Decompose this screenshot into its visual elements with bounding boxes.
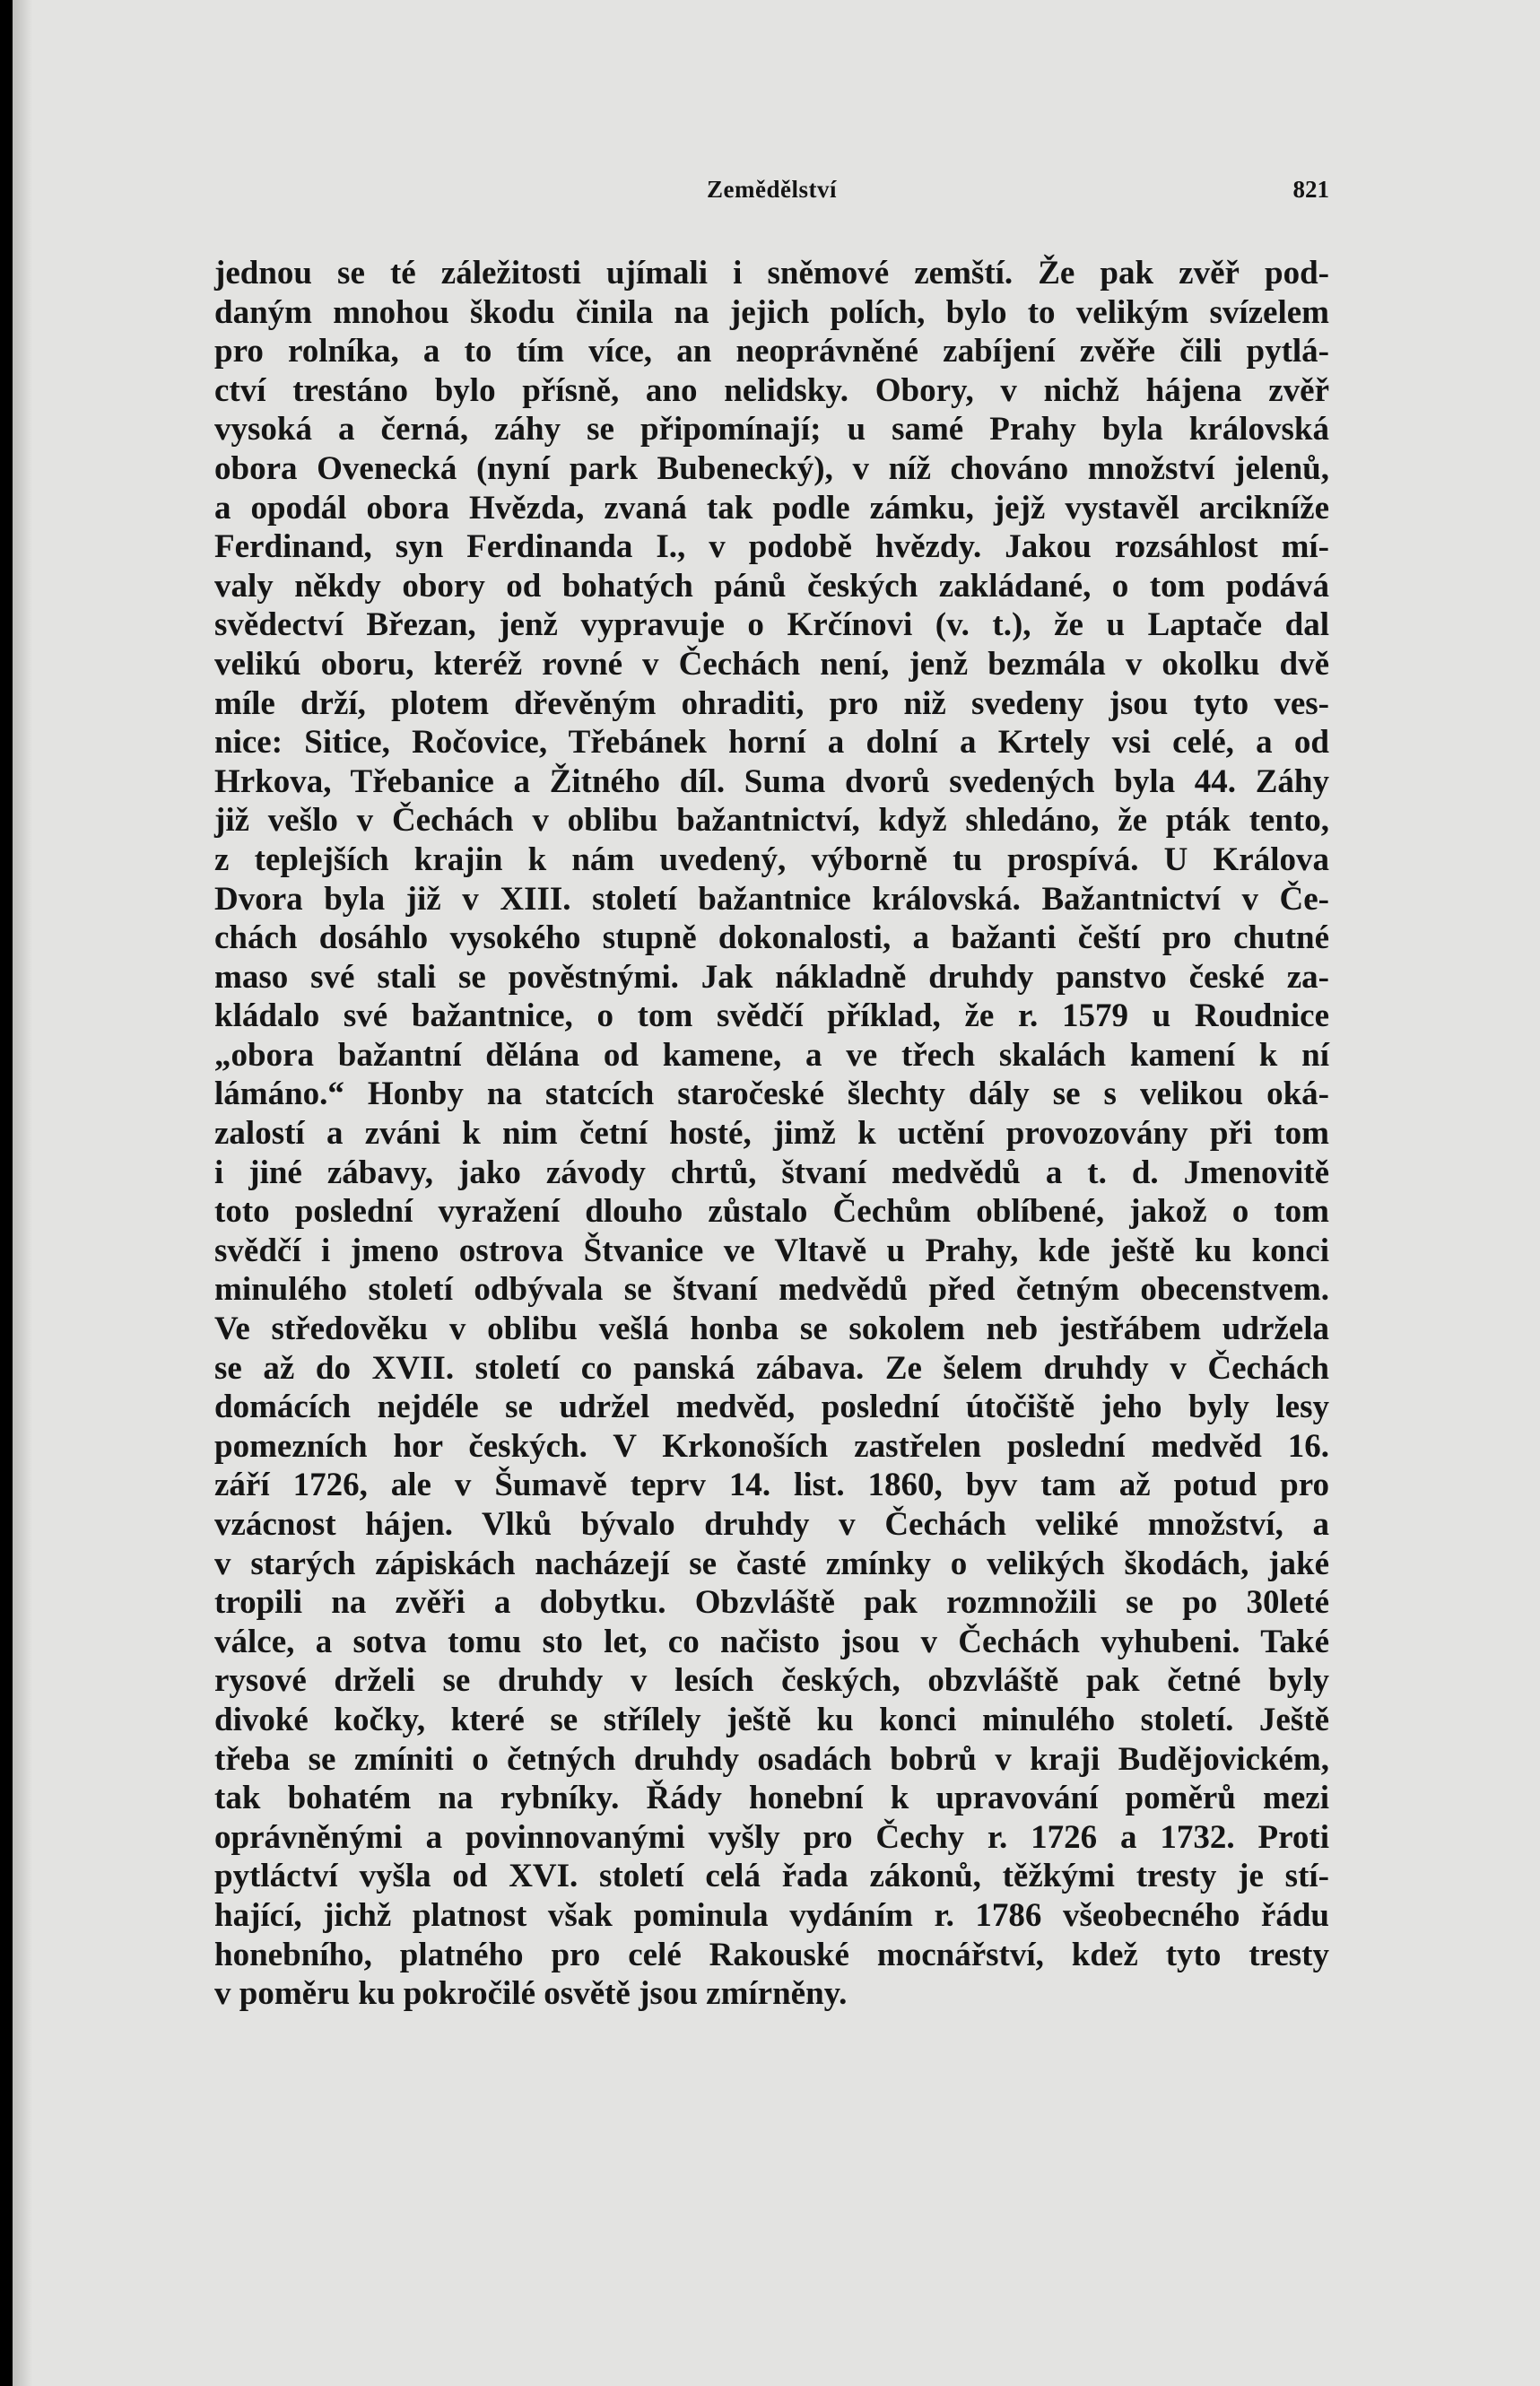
text-line: „obora bažantní dělána od kamene, a ve třech skalách kamení k ní (214, 1036, 1329, 1074)
text-line: tak bohatém na rybníky. Řády honební k upravování poměrů mezi (214, 1780, 1329, 1817)
book-page (13, 0, 1540, 2386)
text-line: Ve středověku v oblibu vešlá honba se sokolem neb jestřábem udržela (214, 1311, 1329, 1348)
text-line: pytláctví vyšla od XVI. století celá řada zákonů, těžkými tresty je stí- (214, 1858, 1329, 1895)
text-line: z teplejších krajin k nám uvedený, výborně tu prospívá. U Králova (214, 840, 1329, 878)
running-head: Zemědělství (707, 176, 837, 203)
text-line: toto poslední vyražení dlouho zůstalo Čechům oblíbené, jakož o tom (214, 1193, 1329, 1231)
text-line: vzácnost hájen. Vlků bývalo druhdy v Čechách veliké množství, a (214, 1506, 1329, 1543)
text-line: svědectví Březan, jenž vypravuje o Krčínovi (v. t.), že u Laptače dal (214, 606, 1329, 644)
text-line: již vešlo v Čechách v oblibu bažantnictví, když shledáno, že pták tento, (214, 802, 1329, 840)
text-line: nice: Sitice, Ročovice, Třebánek horní a dolní a Krtely vsi celé, a od (214, 724, 1329, 762)
text-line: i jiné zábavy, jako závody chrtů, štvaní medvědů a t. d. Jmenovitě (214, 1154, 1329, 1191)
text-line: v starých zápiskách nacházejí se časté zmínky o velikých škodách, jaké (214, 1545, 1329, 1582)
text-line: maso své stali se pověstnými. Jak nákladně druhdy panstvo české za- (214, 958, 1329, 996)
text-line: Ferdinand, syn Ferdinanda I., v podobě hvězdy. Jakou rozsáhlost mí- (214, 528, 1329, 566)
body-text (214, 254, 1329, 2014)
text-line: míle drží, plotem dřevěným ohraditi, pro niž svedeny jsou tyto ves- (214, 684, 1329, 722)
text-line: ctví trestáno bylo přísně, ano nelidsky. Obory, v nichž hájena zvěř (214, 371, 1329, 409)
text-line: velikú oboru, kteréž rovné v Čechách není, jenž bezmála v okolku dvě (214, 645, 1329, 683)
text-line: divoké kočky, které se střílely ještě ku konci minulého století. Ještě (214, 1701, 1329, 1738)
page-number: 821 (1292, 176, 1329, 203)
text-line: rysové drželi se druhdy v lesích českých, obzvláště pak četné byly (214, 1662, 1329, 1700)
page-header (214, 176, 1329, 212)
text-line: obora Ovenecká (nyní park Bubenecký), v níž chováno množství jelenů, (214, 449, 1329, 487)
text-line: tropili na zvěři a dobytku. Obzvláště pak rozmnožili se po 30leté (214, 1584, 1329, 1622)
text-line: zalostí a zváni k nim četní hosté, jimž k uctění provozovány při tom (214, 1115, 1329, 1153)
text-line: válce, a sotva tomu sto let, co načisto jsou v Čechách vyhubeni. Také (214, 1623, 1329, 1660)
text-line: svědčí i jmeno ostrova Štvanice ve Vltavě u Prahy, kde ještě ku konci (214, 1232, 1329, 1269)
text-line: září 1726, ale v Šumavě teprv 14. list. 1860, byv tam až potud pro (214, 1467, 1329, 1504)
text-line: jednou se té záležitosti ujímali i sněmové zemští. Že pak zvěř pod- (214, 255, 1329, 292)
text-line: chách dosáhlo vysokého stupně dokonalosti, a bažanti čeští pro chutné (214, 919, 1329, 957)
text-line: lámáno.“ Honby na statcích staročeské šlechty dály se s velikou oká- (214, 1075, 1329, 1113)
text-line: kládalo své bažantnice, o tom svědčí příklad, že r. 1579 u Roudnice (214, 997, 1329, 1035)
text-line: daným mnohou škodu činila na jejich polích, bylo to velikým svízelem (214, 293, 1329, 331)
text-line: třeba se zmíniti o četných druhdy osadách bobrů v kraji Budějovickém, (214, 1740, 1329, 1778)
page-edge-shadow (13, 0, 32, 2386)
text-line: vysoká a černá, záhy se připomínají; u samé Prahy byla královská (214, 411, 1329, 448)
text-line: domácích nejdéle se udržel medvěd, poslední útočiště jeho byly lesy (214, 1389, 1329, 1426)
text-line: honebního, platného pro celé Rakouské mocnářství, kdež tyto tresty (214, 1936, 1329, 1973)
text-line: oprávněnými a povinnovanými vyšly pro Čechy r. 1726 a 1732. Proti (214, 1818, 1329, 1856)
text-line: a opodál obora Hvězda, zvaná tak podle zámku, jejž vystavěl arcikníže (214, 489, 1329, 527)
text-line: v poměru ku pokročilé osvětě jsou zmírněny. (214, 1975, 848, 2013)
text-line: pomezních hor českých. V Krkonoších zastřelen poslední medvěd 16. (214, 1427, 1329, 1465)
text-line: Hrkova, Třebanice a Žitného díl. Suma dvorů svedených byla 44. Záhy (214, 762, 1329, 800)
text-line: valy někdy obory od bohatých pánů českých zakládané, o tom podává (214, 567, 1329, 605)
text-line: Dvora byla již v XIII. století bažantnice královská. Bažantnictví v Če- (214, 880, 1329, 918)
text-line: hající, jichž platnost však pominula vydáním r. 1786 všeobecného řádu (214, 1896, 1329, 1934)
text-line: pro rolníka, a to tím více, an neoprávněné zabíjení zvěře čili pytlá- (214, 333, 1329, 370)
text-line: se až do XVII. století co panská zábava. Ze šelem druhdy v Čechách (214, 1349, 1329, 1387)
text-line: minulého století odbývala se štvaní medvědů před četným obecenstvem. (214, 1271, 1329, 1309)
